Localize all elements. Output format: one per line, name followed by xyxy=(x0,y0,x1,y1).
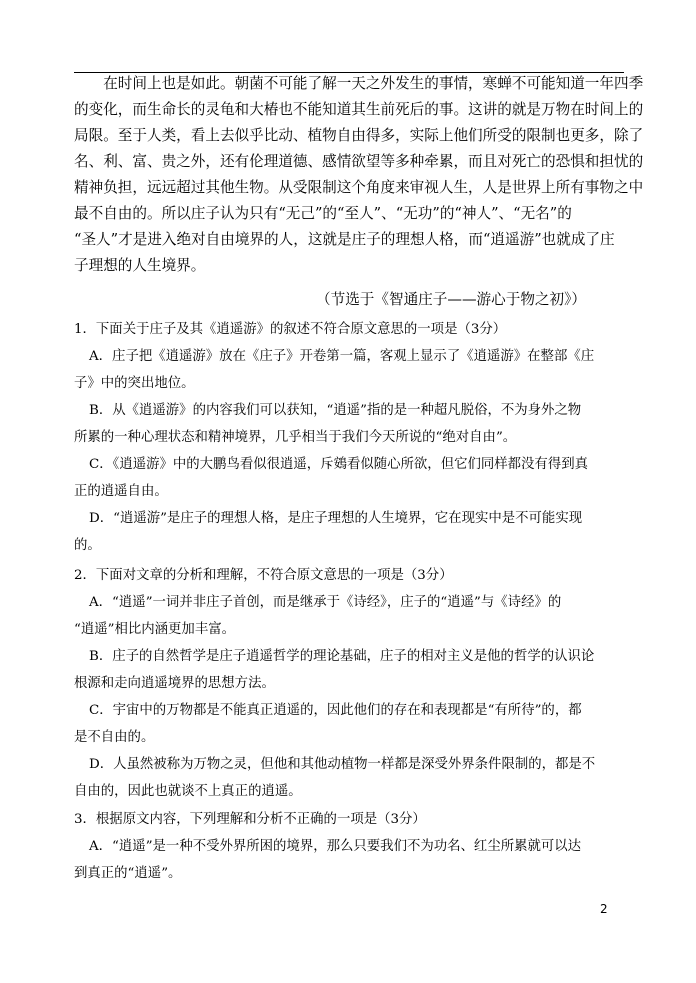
question-3-stem: 3．根据原文内容，下列理解和分析不正确的一项是（3分） xyxy=(74,812,426,827)
option-c: C．宇宙中的万物都是不能真正逍遥的，因此他们的存在和表现都是“有所待”的，都 xyxy=(89,703,582,718)
question-1 xyxy=(74,316,626,559)
option-a: A．“逍遥”一词并非庄子首创，而是继承于《诗经》，庄子的“逍遥”与《诗经》的 xyxy=(89,595,562,610)
passage-line: “圣人”才是进入绝对自由境界的人，这就是庄子的理想人格，而“逍遥游”也就成了庄 xyxy=(74,231,615,248)
option-a: A．庄子把《逍遥游》放在《庄子》开卷第一篇，客观上显示了《逍遥游》在整部《庄 xyxy=(89,349,595,364)
passage-line: 名、利、富、贵之外，还有伦理道德、感情欲望等多种牵累，而且对死亡的恐惧和担忧的 xyxy=(74,153,644,170)
page-number: 2 xyxy=(600,902,608,916)
passage-line: 局限。至于人类，看上去似乎比动、植物自由得多，实际上他们所受的限制也更多，除了 xyxy=(74,127,644,144)
question-2-stem: 2．下面对文章的分析和理解，不符合原文意思的一项是（3分） xyxy=(74,568,453,583)
option-a-cont: “逍遥”相比内涵更加丰富。 xyxy=(74,622,235,637)
option-c-cont: 正的逍遥自由。 xyxy=(74,484,168,499)
option-c: C．《逍遥游》中的大鹏鸟看似很逍遥，斥鴳看似随心所欲，但它们同样都没有得到真 xyxy=(89,457,588,472)
question-1-stem: 1．下面关于庄子及其《逍遥游》的叙述不符合原文意思的一项是（3分） xyxy=(74,322,507,337)
passage-line: 的变化，而生命长的灵龟和大椿也不能知道其生前死后的事。这讲的就是万物在时间上的 xyxy=(74,101,644,118)
passage-line: 最不自由的。所以庄子认为只有“无己”的“至人”、“无功”的“神人”、“无名”的 xyxy=(74,205,572,222)
passage-line: 在时间上也是如此。朝菌不可能了解一天之外发生的事情，寒蝉不可能知道一年四季 xyxy=(74,75,644,92)
passage-line: 精神负担，远远超过其他生物。从受限制这个角度来审视人生，人是世界上所有事物之中 xyxy=(74,179,644,196)
option-d-cont: 自由的，因此也就谈不上真正的逍遥。 xyxy=(74,784,302,799)
option-a: A．“逍遥”是一种不受外界所困的境界，那么只要我们不为功名、红尘所累就可以达 xyxy=(89,839,582,854)
option-a-cont: 到真正的“逍遥”。 xyxy=(74,866,182,881)
source-citation: （节选于《智通庄子——游心于物之初》） xyxy=(316,291,586,308)
option-b-cont: 所累的一种心理状态和精神境界，几乎相当于我们今天所说的“绝对自由”。 xyxy=(74,430,517,445)
option-b: B．庄子的自然哲学是庄子逍遥哲学的理论基础，庄子的相对主义是他的哲学的认识论 xyxy=(89,649,595,664)
question-2 xyxy=(74,562,626,805)
option-c-cont: 是不自由的。 xyxy=(74,730,155,745)
option-d: D．人虽然被称为万物之灵，但他和其他动植物一样都是深受外界条件限制的，都是不 xyxy=(89,757,596,772)
question-3 xyxy=(74,806,626,887)
option-b: B．从《逍遥游》的内容我们可以获知，“逍遥”指的是一种超凡脱俗，不为身外之物 xyxy=(89,403,582,418)
passage-line: 子理想的人生境界。 xyxy=(74,257,206,274)
option-d: D．“逍遥游”是庄子的理想人格，是庄子理想的人生境界，它在现实中是不可能实现 xyxy=(89,511,583,526)
option-a-cont: 子》中的突出地位。 xyxy=(74,376,195,391)
option-b-cont: 根源和走向逍遥境界的思想方法。 xyxy=(74,676,275,691)
passage xyxy=(74,71,644,279)
option-d-cont: 的。 xyxy=(74,538,101,553)
